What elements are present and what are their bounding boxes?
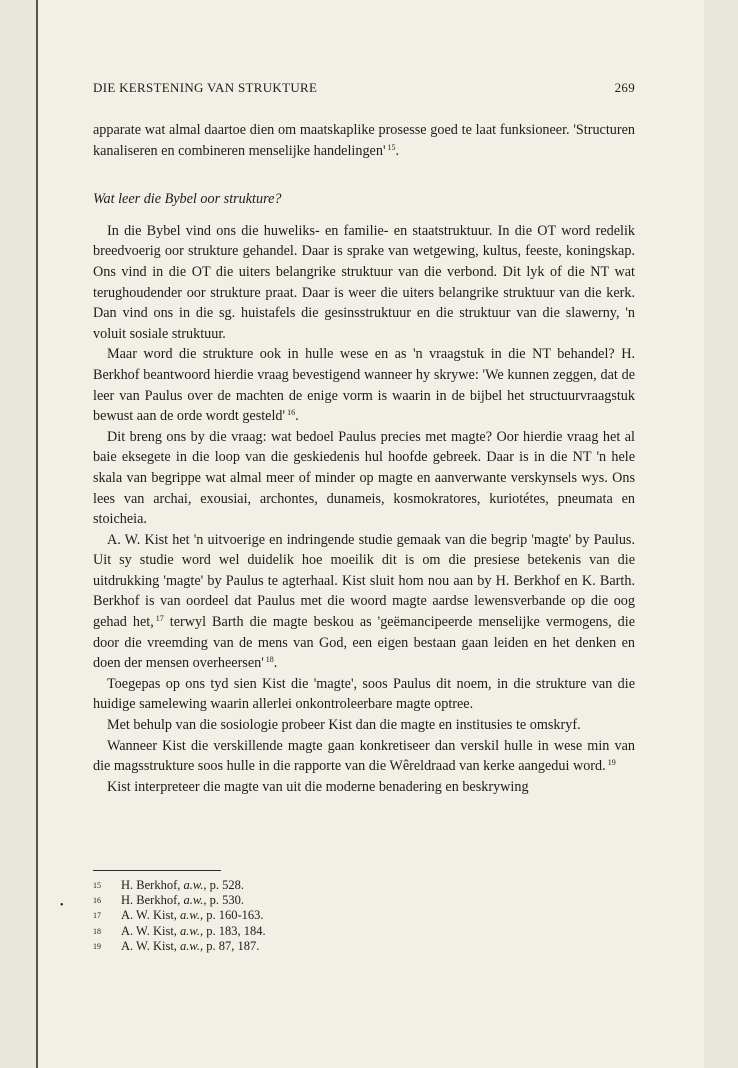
footnotes	[93, 878, 513, 954]
paragraph-8: Kist interpreteer die magte van uit die moderne benadering en beskrywing	[107, 778, 529, 795]
running-header	[93, 80, 635, 96]
footnote-ref-17: 17	[155, 614, 164, 624]
book-page	[36, 0, 704, 1068]
footnote-16: 16 H. Berkhof, a.w., p. 530.	[93, 893, 245, 908]
footnote-17: 17 A. W. Kist, a.w., p. 160-163.	[93, 908, 264, 923]
running-title: DIE KERSTENING VAN STRUKTURE	[93, 80, 318, 95]
paragraph-3: Dit breng ons by die vraag: wat bedoel Paulus precies met magte? Oor hierdie vraag het al baie eksegete in die loop van die geskiedenis hul hoofde gebreek. Daar is in die NT 'n hele skala van begrippe wat almal meer of minder op magte en aanverwante verskynsels wys. Ons lees van archai, exousiai, archontes, dunameis, kosmokratores, kuriotétes, pneumata en stoicheia.	[93, 428, 635, 528]
paragraph-6: Met behulp van die sosiologie probeer Kist dan die magte en institusies te omskryf.	[107, 717, 581, 734]
footnote-18: 18 A. W. Kist, a.w., p. 183, 184.	[93, 923, 266, 938]
section-heading: Wat leer die Bybel oor strukture?	[93, 191, 282, 208]
footnote-rule	[93, 870, 221, 871]
page-number: 269	[614, 80, 635, 95]
footnote-15: 15 H. Berkhof, a.w., p. 528.	[93, 878, 245, 892]
paragraph-1: In die Bybel vind ons die huweliks- en familie- en staatstruktuur. In die OT word redelik breedvoerig oor strukture gehandel. Daar is sprake van wetgewing, kultus, feeste, koningskap. Ons vind in die OT die uiters belangrike struktuur van die verbond. Dit lyk of die NT wat terughoudender oor strukture praat. Daar is weer die uiters belangrike struktuur van die kerk. Dan vind ons in die sg. huistafels die gesinsstruktuur en die struktuur van die slawerny, 'n voluit sosiale struktuur.	[93, 222, 635, 342]
footnote-ref-18: 18	[265, 655, 274, 665]
footnote-ref-15: 15	[387, 142, 396, 152]
main-text	[93, 120, 635, 797]
paragraph-intro: apparate wat almal daartoe dien om maatskaplike prosesse goed te laat funksioneer. 'Structuren kanaliseren en combineren menselijke handelingen' $^{15}$.	[93, 122, 635, 159]
paragraph-4: A. W. Kist het 'n uitvoerige en indringende studie gemaak van die begrip 'magte' by Paulus. Uit sy studie word wel duidelik hoe moeilik dit is om die presiese betekenis van die uitdrukking 'magte' by Paulus te agterhaal. Kist sluit hom nou aan by H. Berkhof en K. Barth. Berkhof is van oordeel dat Paulus met die woord magte aardse lewensverbande op die oog gehad het, $^{17}$ terwyl Barth die magte beskou as 'geëmancipeerde menselijke vermogens, die door die vreemding van de mens van God, een eigen bestaan gaan leiden en het denken en doen der mensen overheersen' $^{18}$.	[93, 531, 636, 672]
paragraph-2: Maar word die strukture ook in hulle wese en as 'n vraagstuk in die NT behandel? H. Berkhof beantwoord hierdie vraag bevestigend wanneer hy skrywe: 'We kunnen zeggen, dat de leer van Paulus over de machten de enige vorm is waarin in de bijbel het structuurvraagstuk bewust aan de orde wordt gesteld' $^{16}$.	[93, 346, 635, 425]
paragraph-5: Toegepas op ons tyd sien Kist die 'magte', soos Paulus dit noem, in die strukture van die huidige samelewing waarin allerlei onkontroleerbare magte optree.	[93, 675, 635, 713]
footnote-ref-19: 19	[607, 758, 616, 768]
paragraph-7: Wanneer Kist die verskillende magte gaan konkretiseer dan verskil hulle in wese min van die magsstrukture soos hulle in die rapporte van die Wêreldraad van kerke aangedui word. $^{19}$	[93, 737, 635, 775]
footnote-19: 19 A. W. Kist, a.w., p. 87, 187.	[93, 938, 260, 953]
footnote-ref-16: 16	[287, 408, 296, 418]
margin-mark: •	[60, 900, 64, 911]
